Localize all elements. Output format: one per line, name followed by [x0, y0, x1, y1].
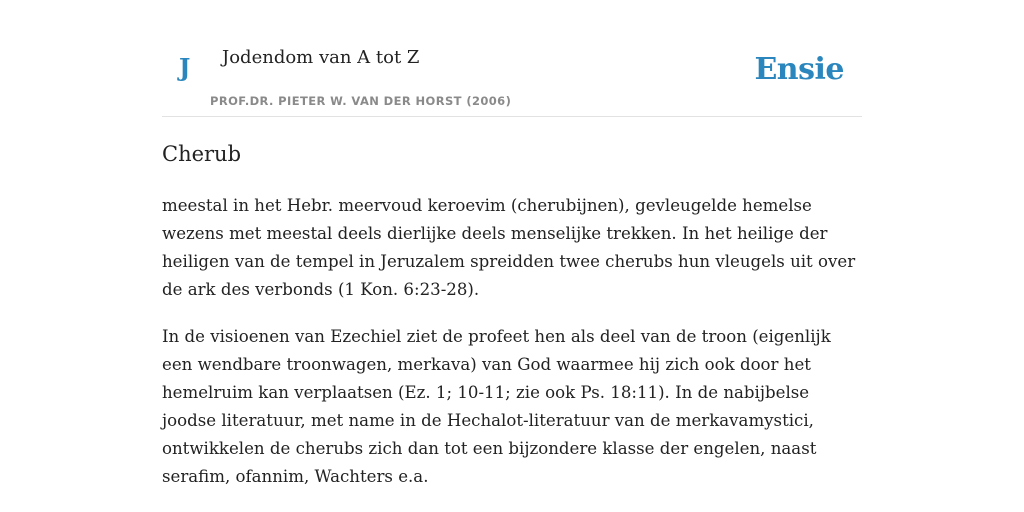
book-letter-logo[interactable]: J	[179, 53, 191, 82]
entry-title: Cherub	[162, 142, 242, 166]
paragraph-line: een wendbare troonwagen, merkava) van God waarmee hij zich ook door het	[162, 355, 811, 374]
paragraph-line: hemelruim kan verplaatsen (Ez. 1; 10-11; zie ook Ps. 18:11). In de nabijbelse	[162, 383, 810, 402]
paragraph-line: serafim, ofannim, Wachters e.a.	[162, 467, 429, 486]
paragraph-line: In de visioenen van Ezechiel ziet de profeet hen als deel van de troon (eigenlijk	[162, 327, 831, 346]
ensie-logo[interactable]: Ensie	[754, 52, 844, 87]
paragraph-line: joodse literatuur, met name in de Hechalot-literatuur van de merkavamystici,	[162, 411, 814, 430]
book-author: PROF.DR. PIETER W. VAN DER HORST (2006)	[210, 94, 512, 108]
paragraph-line: heiligen van de tempel in Jeruzalem spreidden twee cherubs hun vleugels uit over	[162, 252, 856, 271]
book-title-link[interactable]: Jodendom van A tot Z	[222, 47, 420, 68]
paragraph-line: wezens met meestal deels dierlijke deels menselijke trekken. In het heilige der	[162, 224, 828, 243]
paragraph-line: meestal in het Hebr. meervoud keroevim (cherubijnen), gevleugelde hemelse	[162, 196, 812, 215]
paragraph-line: de ark des verbonds (1 Kon. 6:23-28).	[162, 280, 480, 299]
entry-paragraph	[162, 323, 862, 491]
entry-paragraph	[162, 192, 862, 304]
entry-body	[162, 192, 862, 510]
paragraph-line: ontwikkelen de cherubs zich dan tot een bijzondere klasse der engelen, naast	[162, 439, 817, 458]
book-header	[162, 0, 862, 117]
